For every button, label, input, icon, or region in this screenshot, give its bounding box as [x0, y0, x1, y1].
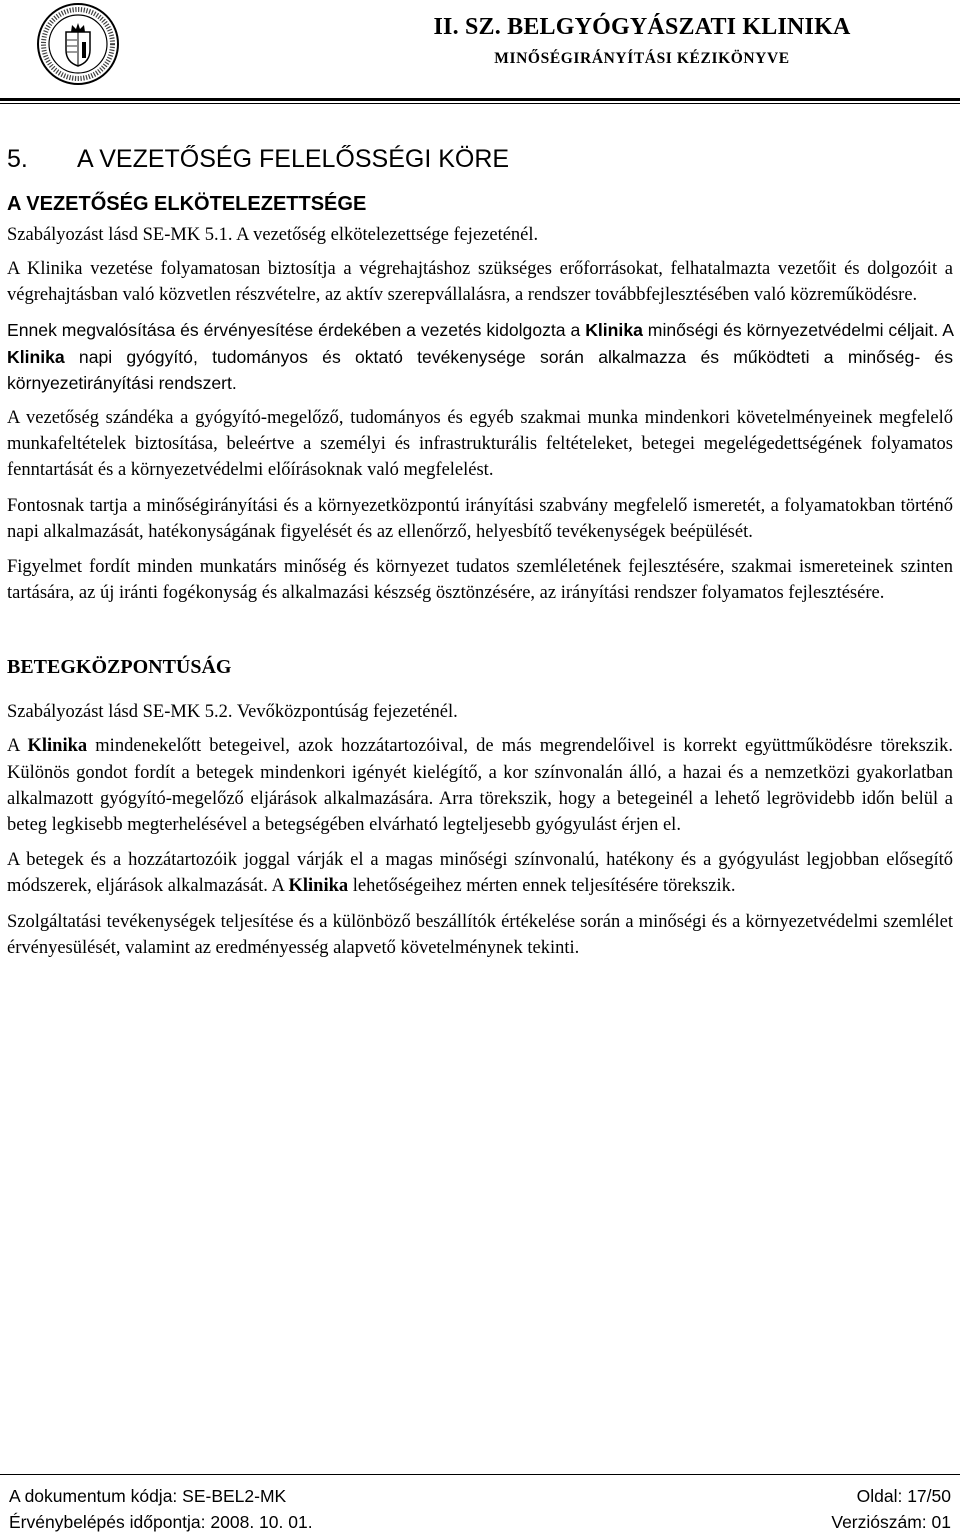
- text-run: A betegek és a hozzátartozóik joggal várják el a magas minőségi színvonalú, hatékony és a gyógyulást legjobban elősegítő módszerek, eljárások alkalmazását. A: [7, 850, 953, 897]
- paragraph: Fontosnak tartja a minőségirányítási és a környezetközpontú irányítási szabvány megfelelő ismeretét, a folyamatokban történő napi alkalmazását, hatékonyságának figyelését és az ellenőrző, helyesbítő tevékenységek beépülését.: [7, 495, 953, 542]
- text-run: napi gyógyító, tudományos és oktató tevékenysége során alkalmazza és működteti a minőség- és környezetirányítási rendszert.: [7, 346, 953, 393]
- document-code: A dokumentum kódja: SE-BEL2-MK: [9, 1486, 287, 1506]
- page-number: Oldal: 17/50: [856, 1486, 951, 1506]
- chapter-heading: [7, 142, 953, 176]
- bold-text: Klinika: [585, 320, 643, 341]
- text-run: mindenekelőtt betegeivel, azok hozzátartozóival, de más megrendelőivel is korrekt együttműködésre törekszik. Különös gondot fordít a betegek mindenkori igényét kielégítő, a kor színvonalán álló, a hazai és a nemzetközi gyakorlatban alkalmazott gyógyító-megelőző eljárások alkalmazására. Arra törekszik, hogy a betegeinél a lehető legrövidebb időn belül a beteg legkisebb megterhelésével a betegségében elvárható legteljesebb gyógyulást érjen el.: [7, 736, 953, 836]
- university-seal-icon: [36, 2, 120, 86]
- text-run: minőségi és környezetvédelmi céljait. A: [642, 320, 953, 341]
- paragraph: Szolgáltatási tevékenységek teljesítése és a különböző beszállítók értékelése során a minőségi és a környezetvédelmi szemlélet érvényesülését, valamint az eredményesség alapvető követelménynek tekinti.: [7, 911, 953, 958]
- section-reference: Szabályozást lásd SE-MK 5.1. A vezetőség elkötelezettsége fejezeténél.: [7, 225, 539, 245]
- chapter-title: A VEZETŐSÉG FELELŐSSÉGI KÖRE: [77, 145, 510, 173]
- version-number: Verziószám: 01: [831, 1512, 951, 1532]
- text-run: Ennek megvalósítása és érvényesítése érdekében a vezetés kidolgozta a: [7, 320, 586, 341]
- footer-divider: [0, 1474, 960, 1475]
- paragraph: [7, 317, 953, 396]
- footer-row-2: [9, 1510, 951, 1534]
- spacer: [7, 615, 953, 653]
- bold-text: Klinika: [7, 346, 65, 367]
- text-run: lehetőségeihez mérten ennek teljesítésére törekszik.: [348, 876, 736, 897]
- bold-text: Klinika: [27, 736, 88, 757]
- header-divider: [0, 98, 960, 101]
- paragraph: [7, 847, 953, 899]
- bold-text: Klinika: [288, 876, 349, 897]
- footer-row-1: [9, 1484, 951, 1508]
- section-title-patient-centricity: BETEGKÖZPONTÚSÁG: [7, 656, 232, 679]
- handbook-title: MINŐSÉGIRÁNYÍTÁSI KÉZIKÖNYVE: [494, 50, 790, 67]
- paragraph: [7, 733, 953, 838]
- page-header: [0, 0, 960, 108]
- page-content: [7, 140, 953, 970]
- header-text-block: [362, 10, 922, 70]
- header-divider-thin: [0, 103, 960, 104]
- paragraph: A Klinika vezetése folyamatosan biztosítja a végrehajtáshoz szükséges erőforrásokat, felhatalmazta vezetőit és dolgozóit a végrehajtásban való közvetlen részvételre, az aktív szerepvállalásra, a rendszer továbbfejlesztésében való közreműködésre.: [7, 259, 953, 306]
- section-reference: Szabályozást lásd SE-MK 5.2. Vevőközpontúság fejezeténél.: [7, 702, 458, 723]
- section-title-leadership-commitment: A VEZETŐSÉG ELKÖTELEZETTSÉGE: [7, 193, 367, 215]
- chapter-number: 5.: [7, 145, 28, 173]
- effective-date: Érvénybelépés időpontja: 2008. 10. 01.: [9, 1512, 313, 1532]
- clinic-name: II. SZ. BELGYÓGYÁSZATI KLINIKA: [433, 14, 851, 40]
- text-run: A: [7, 736, 28, 757]
- paragraph: A vezetőség szándéka a gyógyító-megelőző, tudományos és egyéb szakmai munka mindenkori követelményeinek megfelelő munkafeltételek biztosítása, beleértve a személyi és infrastrukturális feltételeket, betegei megelégedettségének folyamatos fenntartását és a környezetvédelmi előírásoknak való megfelelést.: [7, 408, 953, 481]
- paragraph: Figyelmet fordít minden munkatárs minőség és környezet tudatos szemléletének fejlesztésére, szakmai ismereteinek szinten tartására, az új iránti fogékonyság és alkalmazási készség ösztönzésére, az irányítási rendszer folyamatos fejlesztésére.: [7, 557, 953, 604]
